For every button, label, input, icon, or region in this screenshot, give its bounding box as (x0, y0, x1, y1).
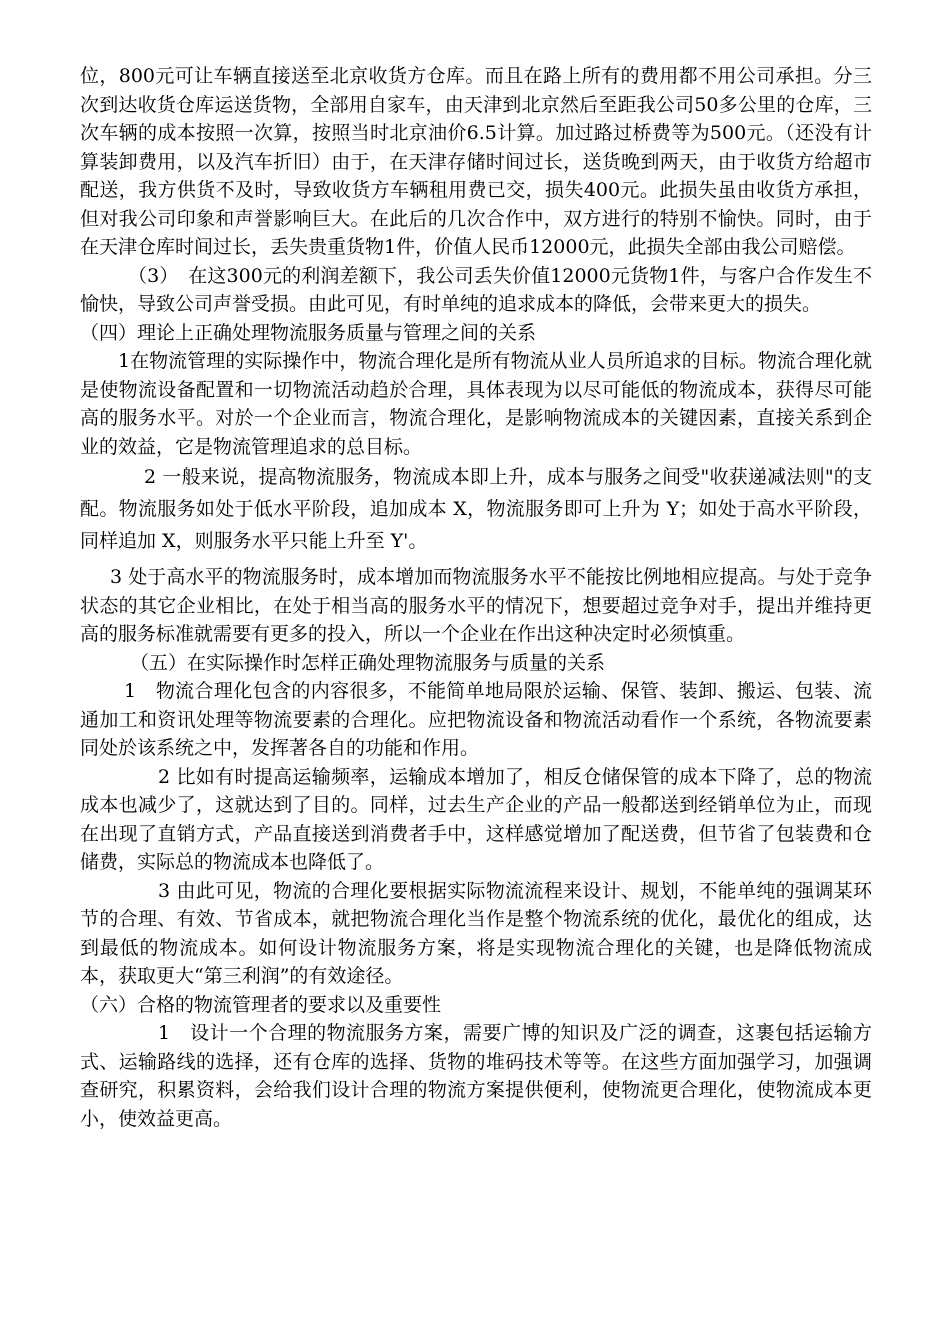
paragraph-5-item-1: 1 物流合理化包含的内容很多，不能简单地局限於运输、保管、装卸、搬运、包装、流通加工和资讯处理等物流要素的合理化。应把物流设备和物流活动看作一个系统，各物流要素同处於该系统之中，发挥著各自的功能和作用。 (80, 680, 872, 759)
paragraph-point-3-conclusion: （3） 在这300元的利润差额下，我公司丢失价值12000元货物1件，与客户合作发生不愉快，导致公司声誉受损。由此可见，有时单纯的追求成本的降低，会带来更大的损失。 (80, 264, 872, 315)
document-page (80, 62, 872, 1133)
paragraph-5-item-2: 2 比如有时提高运输频率，运输成本增加了，相反仓储保管的成本下降了，总的物流成本也减少了，这就达到了目的。同样，过去生产企业的产品一般都送到经销单位为止，而现在出现了直销方式，产品直接送到消费者手中，这样感觉增加了配送费，但节省了包装费和仓储费，实际总的物流成本也降低了。 (80, 765, 872, 873)
paragraph-case-continuation: 位，800元可让车辆直接送至北京收货方仓库。而且在路上所有的费用都不用公司承担。分三次到达收货仓库运送货物，全部用自家车，由天津到北京然后至距我公司50多公里的仓库，三次车辆的成本按照一次算，按照当时北京油价6.5计算。加过路过桥费等为500元。（还没有计算装卸费用，以及汽车折旧）由于，在天津存储时间过长，送货晚到两天，由于收货方给超市配送，我方供货不及时，导致收货方车辆租用费已交，损失400元。此损失虽由收货方承担，但对我公司印象和声誉影响巨大。在此后的几次合作中，双方进行的特别不愉快。同时，由于在天津仓库时间过长，丢失贵重货物1件，价值人民币12000元，此损失全部由我公司赔偿。 (80, 65, 872, 258)
section-heading-6: （六）合格的物流管理者的要求以及重要性 (80, 993, 442, 1016)
section-heading-4: （四）理论上正确处理物流服务质量与管理之间的关系 (80, 321, 537, 344)
paragraph-6-item-1: 1 设计一个合理的物流服务方案，需要广博的知识及广泛的调查，这裹包括运输方式、运输路线的选择，还有仓库的选择、货物的堆码技术等等。在这些方面加强学习，加强调查研究，积累资料，会给我们设计合理的物流方案提供便利，使物流更合理化，使物流成本更小，使效益更高。 (80, 1022, 872, 1130)
paragraph-4-item-1: 1在物流管理的实际操作中，物流合理化是所有物流从业人员所追求的目标。物流合理化就是使物流设备配置和一切物流活动趋於合理，具体表现为以尽可能低的物流成本，获得尽可能高的服务水平。对於一个企业而言，物流合理化，是影响物流成本的关键因素，直接关系到企业的效益，它是物流管理追求的总目标。 (80, 350, 872, 458)
section-heading-5: （五）在实际操作时怎样正确处理物流服务与质量的关系 (130, 651, 606, 674)
paragraph-4-item-2: 2 一般来说，提高物流服务，物流成本即上升，成本与服务之间受"收获递减法则"的支配。物流服务如处于低水平阶段，追加成本 X，物流服务即可上升为 Y；如处于高水平阶段，同样追加 X，则服务水平只能上升至 Y'。 (80, 466, 872, 552)
paragraph-4-item-3: 3 处于高水平的物流服务时，成本增加而物流服务水平不能按比例地相应提高。与处于竞争状态的其它企业相比，在处于相当高的服务水平的情况下，想要超过竞争对手，提出并维持更高的服务标准就需要有更多的投入，所以一个企业在作出这种决定时必须慎重。 (80, 566, 872, 645)
paragraph-5-item-3: 3 由此可见，物流的合理化要根据实际物流流程来设计、规划，不能单纯的强调某环节的合理、有效、节省成本，就把物流合理化当作是整个物流系统的优化，最优化的组成，达到最低的物流成本。如何设计物流服务方案，将是实现物流合理化的关键，也是降低物流成本，获取更大“第三利润”的有效途径。 (80, 879, 872, 987)
